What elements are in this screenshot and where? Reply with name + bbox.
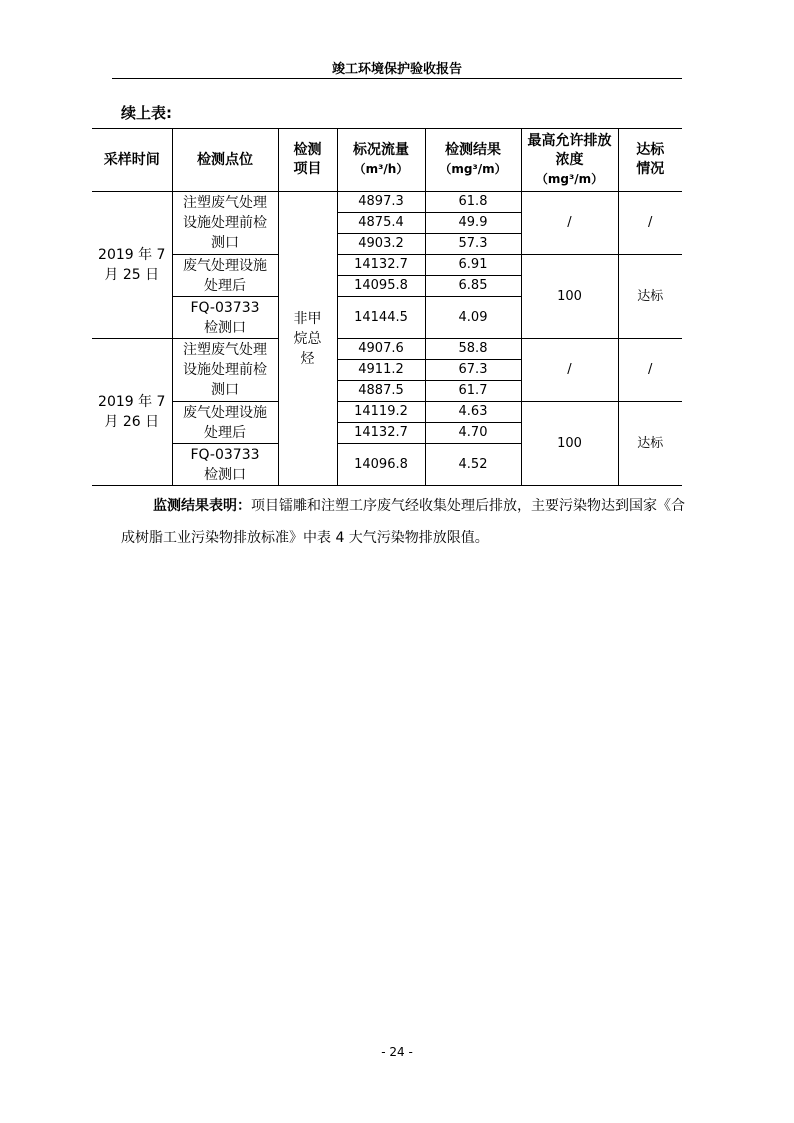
conclusion-text: 项目镭雕和注塑工序废气经收集处理后排放，主要污染物达到国家《合成树脂工业污染物排放标准》中表 4 大气污染物排放限值。 — [121, 498, 685, 546]
header-point: 检测点位 — [172, 129, 278, 192]
status-cell: / — [618, 339, 682, 402]
flow-cell: 4903.2 — [337, 234, 425, 255]
point-cell-outlet: FQ-03733 检测口 — [172, 444, 278, 486]
date-cell: 2019 年 7 月 26 日 — [92, 339, 172, 486]
result-cell: 57.3 — [425, 234, 521, 255]
limit-cell: / — [521, 192, 618, 255]
result-cell: 61.7 — [425, 381, 521, 402]
flow-cell: 4887.5 — [337, 381, 425, 402]
item-cell: 非甲烷总烃 — [278, 192, 337, 486]
result-cell: 6.91 — [425, 255, 521, 276]
header-result: 检测结果 （mg³/m） — [425, 129, 521, 192]
limit-cell: 100 — [521, 402, 618, 486]
flow-cell: 4875.4 — [337, 213, 425, 234]
conclusion-lead: 监测结果表明： — [153, 498, 251, 514]
flow-cell: 14144.5 — [337, 297, 425, 339]
page-header-title: 竣工环境保护验收报告 — [331, 62, 462, 77]
conclusion-paragraph — [121, 490, 686, 554]
point-cell: 注塑废气处理设施处理前检测口 — [172, 192, 278, 255]
result-cell: 4.09 — [425, 297, 521, 339]
table-header-row — [92, 129, 682, 192]
result-cell: 58.8 — [425, 339, 521, 360]
flow-cell: 4897.3 — [337, 192, 425, 213]
status-cell: / — [618, 192, 682, 255]
status-cell: 达标 — [618, 402, 682, 486]
point-cell: 废气处理设施处理后 — [172, 402, 278, 444]
flow-cell: 14132.7 — [337, 423, 425, 444]
header-flow: 标况流量 （m³/h） — [337, 129, 425, 192]
flow-cell: 14095.8 — [337, 276, 425, 297]
header-rule — [112, 78, 682, 79]
result-cell: 4.63 — [425, 402, 521, 423]
header-time: 采样时间 — [92, 129, 172, 192]
point-cell: 废气处理设施处理后 — [172, 255, 278, 297]
point-cell-outlet: FQ-03733 检测口 — [172, 297, 278, 339]
status-cell: 达标 — [618, 255, 682, 339]
result-cell: 4.52 — [425, 444, 521, 486]
flow-cell: 14132.7 — [337, 255, 425, 276]
flow-cell: 14119.2 — [337, 402, 425, 423]
limit-cell: / — [521, 339, 618, 402]
header-item: 检测项目 — [278, 129, 337, 192]
result-cell: 49.9 — [425, 213, 521, 234]
result-cell: 4.70 — [425, 423, 521, 444]
flow-cell: 4907.6 — [337, 339, 425, 360]
date-cell: 2019 年 7 月 25 日 — [92, 192, 172, 339]
continuation-label: 续上表: — [121, 104, 172, 122]
monitoring-table — [92, 128, 682, 486]
point-cell: 注塑废气处理设施处理前检测口 — [172, 339, 278, 402]
header-status: 达标情况 — [618, 129, 682, 192]
page-number: - 24 - — [381, 1045, 413, 1059]
result-cell: 67.3 — [425, 360, 521, 381]
limit-cell: 100 — [521, 255, 618, 339]
flow-cell: 4911.2 — [337, 360, 425, 381]
header-limit: 最高允许排放浓度 （mg³/m） — [521, 129, 618, 192]
result-cell: 6.85 — [425, 276, 521, 297]
result-cell: 61.8 — [425, 192, 521, 213]
flow-cell: 14096.8 — [337, 444, 425, 486]
